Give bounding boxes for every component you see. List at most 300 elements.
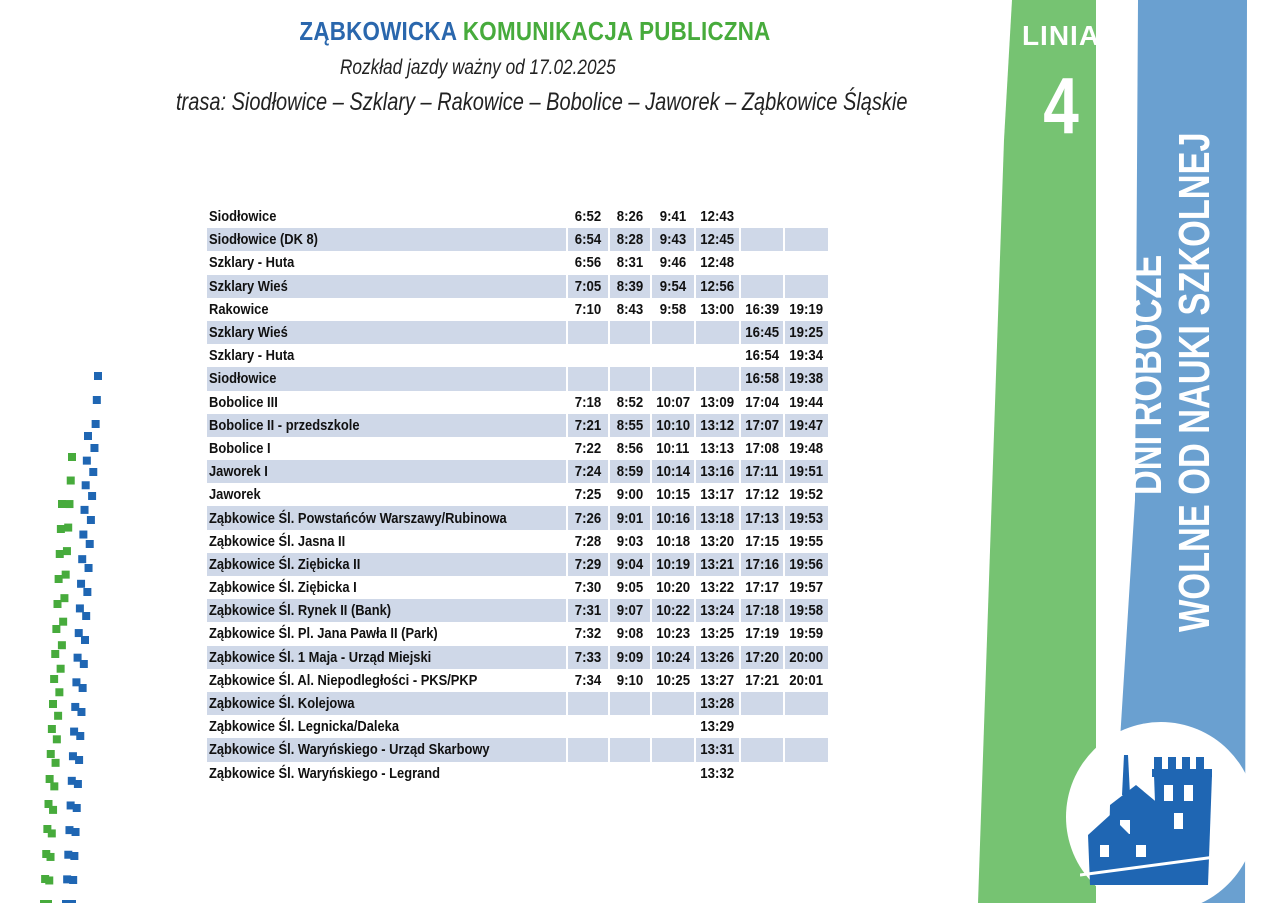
departure-time-cell bbox=[785, 483, 827, 506]
decorative-dot bbox=[63, 875, 71, 883]
departure-time-cell bbox=[785, 576, 827, 599]
decorative-dot bbox=[77, 580, 85, 588]
departure-time: 13:09 bbox=[700, 393, 735, 411]
departure-time-cell bbox=[568, 228, 608, 251]
decorative-dot bbox=[71, 703, 79, 711]
departure-time: 13:13 bbox=[700, 439, 735, 457]
stop-name-cell bbox=[207, 205, 566, 228]
departure-time-cell bbox=[785, 344, 827, 367]
departure-time: 19:19 bbox=[789, 300, 824, 318]
decorative-dot bbox=[67, 801, 75, 809]
decorative-dot bbox=[78, 555, 86, 563]
departure-time-cell bbox=[568, 646, 608, 669]
departure-time: 10:10 bbox=[656, 416, 691, 434]
decorative-dot bbox=[81, 506, 89, 514]
timetable-row bbox=[207, 530, 828, 553]
departure-time-cell bbox=[741, 414, 783, 437]
departure-time-cell bbox=[741, 367, 783, 390]
departure-time-cell bbox=[610, 646, 650, 669]
departure-time-cell bbox=[610, 437, 650, 460]
departure-time-cell bbox=[785, 646, 827, 669]
departure-time-cell bbox=[785, 622, 827, 645]
decorative-dot bbox=[85, 564, 93, 572]
departure-time-cell bbox=[652, 715, 694, 738]
stop-name-cell bbox=[207, 599, 566, 622]
departure-time-cell bbox=[696, 715, 738, 738]
departure-time: 13:24 bbox=[700, 602, 735, 620]
departure-time-cell bbox=[610, 738, 650, 761]
decorative-dot bbox=[64, 851, 72, 859]
departure-time-cell bbox=[741, 622, 783, 645]
stop-name-cell bbox=[207, 553, 566, 576]
service-days-line2: WOLNE OD NAUKI SZKOLNEJ bbox=[1170, 132, 1219, 632]
departure-time-cell bbox=[696, 298, 738, 321]
departure-time: 9:43 bbox=[659, 231, 687, 249]
departure-time: 6:52 bbox=[574, 208, 602, 226]
departure-time-cell bbox=[741, 669, 783, 692]
timetable-row bbox=[207, 622, 828, 645]
timetable-row bbox=[207, 599, 828, 622]
decorative-dot bbox=[58, 500, 66, 508]
stop-name-cell bbox=[207, 715, 566, 738]
departure-time: 9:05 bbox=[616, 579, 644, 597]
departure-time-cell bbox=[696, 669, 738, 692]
departure-time-cell bbox=[785, 762, 827, 785]
departure-time: 8:28 bbox=[616, 231, 644, 249]
departure-time-cell bbox=[610, 715, 650, 738]
departure-time: 12:43 bbox=[700, 208, 735, 226]
line-number: 4 bbox=[1043, 61, 1079, 150]
title-part-blue: ZĄBKOWICKA bbox=[299, 16, 457, 46]
departure-time: 17:08 bbox=[745, 439, 779, 457]
decorative-dot bbox=[69, 752, 77, 760]
departure-time-cell bbox=[696, 251, 738, 274]
decorative-dot bbox=[63, 547, 71, 555]
decorative-dot bbox=[55, 575, 63, 583]
decorative-dot bbox=[79, 531, 87, 539]
page-title bbox=[238, 16, 831, 47]
departure-time-cell bbox=[568, 530, 608, 553]
stop-name-cell bbox=[207, 669, 566, 692]
decorative-dot bbox=[58, 641, 66, 649]
departure-time: 8:52 bbox=[616, 393, 644, 411]
departure-time-cell bbox=[741, 228, 783, 251]
departure-time: 17:04 bbox=[745, 393, 779, 411]
decorative-dot bbox=[86, 540, 94, 548]
validity-date: Rozkład jazdy ważny od 17.02.2025 bbox=[340, 56, 616, 79]
decorative-dot bbox=[52, 625, 60, 633]
departure-time: 7:25 bbox=[574, 486, 602, 504]
departure-time: 13:12 bbox=[700, 416, 735, 434]
departure-time-cell bbox=[785, 228, 827, 251]
departure-time: 17:12 bbox=[745, 486, 779, 504]
departure-time: 17:18 bbox=[745, 602, 779, 620]
decorative-dot bbox=[45, 800, 53, 808]
departure-time-cell bbox=[696, 391, 738, 414]
departure-time-cell bbox=[610, 298, 650, 321]
stop-name-cell bbox=[207, 275, 566, 298]
departure-time: 17:16 bbox=[745, 555, 779, 573]
departure-time-cell bbox=[741, 205, 783, 228]
decorative-dot bbox=[42, 850, 50, 858]
decorative-dot bbox=[62, 571, 70, 579]
departure-time: 10:24 bbox=[656, 648, 691, 666]
departure-time-cell bbox=[741, 460, 783, 483]
stop-name: Siodłowice bbox=[209, 370, 277, 388]
decorative-dot bbox=[59, 618, 67, 626]
departure-time-cell bbox=[652, 692, 694, 715]
departure-time: 7:30 bbox=[574, 579, 602, 597]
departure-time: 17:21 bbox=[745, 671, 779, 689]
departure-time-cell bbox=[696, 646, 738, 669]
departure-time: 16:45 bbox=[745, 324, 779, 342]
stop-name: Ząbkowice Śl. 1 Maja - Urząd Miejski bbox=[209, 648, 432, 666]
departure-time-cell bbox=[785, 669, 827, 692]
stop-name-cell bbox=[207, 506, 566, 529]
departure-time-cell bbox=[696, 321, 738, 344]
departure-time-cell bbox=[741, 646, 783, 669]
departure-time-cell bbox=[610, 576, 650, 599]
timetable-row bbox=[207, 275, 828, 298]
stop-name: Szklary Wieś bbox=[209, 324, 288, 342]
departure-time: 13:21 bbox=[700, 555, 735, 573]
departure-time: 19:25 bbox=[789, 324, 824, 342]
decorative-dot bbox=[65, 826, 73, 834]
departure-time-cell bbox=[652, 344, 694, 367]
departure-time: 17:15 bbox=[745, 532, 779, 550]
service-days-line1: DNI ROBOCZE bbox=[1122, 254, 1171, 495]
departure-time-cell bbox=[568, 391, 608, 414]
departure-time-cell bbox=[652, 460, 694, 483]
stop-name-cell bbox=[207, 391, 566, 414]
timetable-row bbox=[207, 344, 828, 367]
departure-time: 8:59 bbox=[616, 463, 644, 481]
departure-time: 10:07 bbox=[656, 393, 691, 411]
departure-time-cell bbox=[568, 460, 608, 483]
departure-time: 17:13 bbox=[745, 509, 779, 527]
decorative-dot bbox=[56, 550, 64, 558]
departure-time: 19:52 bbox=[789, 486, 824, 504]
departure-time-cell bbox=[696, 367, 738, 390]
departure-time: 13:25 bbox=[700, 625, 735, 643]
stop-name-cell bbox=[207, 576, 566, 599]
departure-time-cell bbox=[568, 437, 608, 460]
timetable-row bbox=[207, 762, 828, 785]
departure-time-cell bbox=[610, 460, 650, 483]
timetable-row bbox=[207, 506, 828, 529]
departure-time: 13:00 bbox=[700, 300, 735, 318]
timetable-row bbox=[207, 414, 828, 437]
departure-time: 19:44 bbox=[789, 393, 824, 411]
departure-time-cell bbox=[785, 460, 827, 483]
stop-name-cell bbox=[207, 437, 566, 460]
departure-time: 7:34 bbox=[574, 671, 602, 689]
timetable bbox=[205, 205, 830, 785]
departure-time-cell bbox=[741, 275, 783, 298]
departure-time-cell bbox=[652, 275, 694, 298]
departure-time: 7:22 bbox=[574, 439, 602, 457]
departure-time: 9:07 bbox=[616, 602, 644, 620]
departure-time: 13:26 bbox=[700, 648, 735, 666]
departure-time: 7:28 bbox=[574, 532, 602, 550]
stop-name: Ząbkowice Śl. Kolejowa bbox=[209, 695, 355, 713]
departure-time-cell bbox=[741, 391, 783, 414]
stop-name: Ząbkowice Śl. Waryńskiego - Urząd Skarbowy bbox=[209, 741, 490, 759]
stop-name-cell bbox=[207, 228, 566, 251]
departure-time-cell bbox=[696, 576, 738, 599]
departure-time: 13:29 bbox=[700, 718, 735, 736]
line-label: LINIA bbox=[1021, 20, 1101, 51]
decorative-dot bbox=[68, 777, 76, 785]
decorative-dot bbox=[51, 650, 59, 658]
departure-time: 9:58 bbox=[659, 300, 687, 318]
departure-time: 13:22 bbox=[700, 579, 735, 597]
departure-time: 7:33 bbox=[574, 648, 602, 666]
departure-time-cell bbox=[610, 205, 650, 228]
stop-name: Ząbkowice Śl. Pl. Jana Pawła II (Park) bbox=[209, 625, 438, 643]
timetable-row bbox=[207, 367, 828, 390]
departure-time-cell bbox=[568, 762, 608, 785]
departure-time-cell bbox=[785, 367, 827, 390]
stop-name-cell bbox=[207, 460, 566, 483]
stop-name-cell bbox=[207, 321, 566, 344]
decorative-dot bbox=[50, 675, 58, 683]
stop-name: Ząbkowice Śl. Legnicka/Daleka bbox=[209, 718, 400, 736]
stop-name-cell bbox=[207, 692, 566, 715]
timetable-row bbox=[207, 692, 828, 715]
departure-time-cell bbox=[785, 599, 827, 622]
decorative-dot bbox=[94, 372, 102, 380]
timetable-row bbox=[207, 391, 828, 414]
decorative-dot bbox=[83, 588, 91, 596]
departure-time: 7:26 bbox=[574, 509, 602, 527]
departure-time: 7:32 bbox=[574, 625, 602, 643]
decorative-dot bbox=[76, 604, 84, 612]
departure-time: 9:46 bbox=[659, 254, 687, 272]
departure-time-cell bbox=[741, 506, 783, 529]
departure-time-cell bbox=[652, 298, 694, 321]
departure-time: 20:00 bbox=[789, 648, 824, 666]
departure-time: 16:39 bbox=[745, 300, 779, 318]
departure-time-cell bbox=[785, 275, 827, 298]
departure-time: 13:17 bbox=[700, 486, 735, 504]
stop-name: Szklary - Huta bbox=[209, 347, 295, 365]
stop-name-cell bbox=[207, 483, 566, 506]
decorative-dot bbox=[57, 665, 65, 673]
decorative-dot bbox=[60, 594, 68, 602]
departure-time: 10:25 bbox=[656, 671, 691, 689]
departure-time-cell bbox=[568, 414, 608, 437]
departure-time: 8:56 bbox=[616, 439, 644, 457]
departure-time: 20:01 bbox=[789, 671, 824, 689]
departure-time-cell bbox=[785, 205, 827, 228]
departure-time: 9:04 bbox=[616, 555, 644, 573]
departure-time-cell bbox=[652, 483, 694, 506]
departure-time: 7:21 bbox=[574, 416, 602, 434]
departure-time: 13:28 bbox=[700, 695, 735, 713]
decorative-dot bbox=[82, 481, 90, 489]
departure-time: 9:09 bbox=[616, 648, 644, 666]
departure-time-cell bbox=[568, 367, 608, 390]
decorative-dot bbox=[83, 457, 91, 465]
departure-time-cell bbox=[741, 437, 783, 460]
departure-time-cell bbox=[568, 298, 608, 321]
departure-time: 13:32 bbox=[700, 764, 735, 782]
departure-time-cell bbox=[696, 599, 738, 622]
departure-time-cell bbox=[610, 228, 650, 251]
decorative-dot bbox=[88, 492, 96, 500]
departure-time-cell bbox=[741, 762, 783, 785]
departure-time-cell bbox=[610, 367, 650, 390]
stop-name: Szklary Wieś bbox=[209, 277, 288, 295]
departure-time: 7:18 bbox=[574, 393, 602, 411]
stop-name-cell bbox=[207, 762, 566, 785]
decorative-dot bbox=[70, 728, 78, 736]
departure-time: 19:57 bbox=[789, 579, 824, 597]
timetable-row bbox=[207, 460, 828, 483]
departure-time: 19:53 bbox=[789, 509, 824, 527]
departure-time-cell bbox=[696, 738, 738, 761]
departure-time: 9:03 bbox=[616, 532, 644, 550]
departure-time: 12:48 bbox=[700, 254, 735, 272]
timetable-row bbox=[207, 738, 828, 761]
stop-name: Jaworek bbox=[209, 486, 261, 504]
departure-time: 13:31 bbox=[700, 741, 735, 759]
departure-time: 10:19 bbox=[656, 555, 691, 573]
departure-time-cell bbox=[741, 530, 783, 553]
timetable-row bbox=[207, 715, 828, 738]
departure-time-cell bbox=[785, 391, 827, 414]
departure-time-cell bbox=[568, 205, 608, 228]
departure-time: 10:15 bbox=[656, 486, 691, 504]
departure-time: 17:07 bbox=[745, 416, 779, 434]
departure-time-cell bbox=[610, 506, 650, 529]
departure-time: 17:19 bbox=[745, 625, 779, 643]
departure-time-cell bbox=[568, 692, 608, 715]
departure-time: 10:20 bbox=[656, 579, 691, 597]
departure-time-cell bbox=[652, 622, 694, 645]
stop-name: Ząbkowice Śl. Ziębicka II bbox=[209, 555, 361, 573]
route-description: trasa: Siodłowice – Szklary – Rakowice – Bobolice – Jaworek – Ząbkowice Śląskie bbox=[176, 88, 908, 116]
departure-time-cell bbox=[568, 715, 608, 738]
departure-time: 10:22 bbox=[656, 602, 691, 620]
decorative-dot bbox=[92, 420, 100, 428]
timetable-row bbox=[207, 553, 828, 576]
departure-time-cell bbox=[610, 483, 650, 506]
title-part-green: KOMUNIKACJA PUBLICZNA bbox=[462, 16, 771, 46]
departure-time-cell bbox=[610, 530, 650, 553]
decorative-dot bbox=[43, 825, 51, 833]
departure-time: 12:45 bbox=[700, 231, 735, 249]
departure-time-cell bbox=[696, 622, 738, 645]
decorative-dot bbox=[41, 875, 49, 883]
departure-time-cell bbox=[696, 483, 738, 506]
departure-time-cell bbox=[785, 530, 827, 553]
departure-time-cell bbox=[568, 506, 608, 529]
stop-name-cell bbox=[207, 344, 566, 367]
departure-time-cell bbox=[568, 599, 608, 622]
departure-time: 16:58 bbox=[745, 370, 779, 388]
decorative-dot bbox=[54, 712, 62, 720]
departure-time-cell bbox=[696, 460, 738, 483]
stop-name-cell bbox=[207, 738, 566, 761]
departure-time-cell bbox=[652, 228, 694, 251]
town-hall-tower-logo-icon bbox=[1080, 735, 1240, 895]
decorative-dot bbox=[82, 612, 90, 620]
departure-time-cell bbox=[568, 622, 608, 645]
decorative-dot bbox=[57, 525, 65, 533]
departure-time: 19:34 bbox=[789, 347, 824, 365]
stop-name: Jaworek I bbox=[209, 463, 268, 481]
departure-time-cell bbox=[568, 483, 608, 506]
departure-time-cell bbox=[610, 344, 650, 367]
decorative-dot bbox=[65, 500, 73, 508]
departure-time-cell bbox=[785, 321, 827, 344]
departure-time: 10:14 bbox=[656, 463, 691, 481]
departure-time-cell bbox=[741, 321, 783, 344]
departure-time-cell bbox=[568, 321, 608, 344]
decorative-dot bbox=[75, 629, 83, 637]
departure-time-cell bbox=[652, 391, 694, 414]
timetable-row bbox=[207, 205, 828, 228]
departure-time-cell bbox=[652, 530, 694, 553]
stop-name: Ząbkowice Śl. Powstańców Warszawy/Rubinowa bbox=[209, 509, 507, 527]
decorative-dot bbox=[87, 516, 95, 524]
decorative-dot bbox=[93, 396, 101, 404]
departure-time: 19:56 bbox=[789, 555, 824, 573]
departure-time: 6:56 bbox=[574, 254, 602, 272]
decorative-dot bbox=[55, 688, 63, 696]
departure-time-cell bbox=[652, 646, 694, 669]
departure-time-cell bbox=[741, 576, 783, 599]
departure-time-cell bbox=[652, 738, 694, 761]
departure-time-cell bbox=[568, 576, 608, 599]
departure-time: 6:54 bbox=[574, 231, 602, 249]
departure-time: 9:54 bbox=[659, 277, 687, 295]
timetable-row bbox=[207, 228, 828, 251]
departure-time: 10:11 bbox=[656, 439, 690, 457]
departure-time: 19:55 bbox=[789, 532, 824, 550]
departure-time-cell bbox=[741, 298, 783, 321]
departure-time-cell bbox=[568, 669, 608, 692]
departure-time-cell bbox=[785, 437, 827, 460]
timetable-row bbox=[207, 298, 828, 321]
stop-name-cell bbox=[207, 646, 566, 669]
departure-time-cell bbox=[785, 715, 827, 738]
timetable-row bbox=[207, 646, 828, 669]
departure-time-cell bbox=[610, 321, 650, 344]
departure-time-cell bbox=[652, 762, 694, 785]
stop-name-cell bbox=[207, 367, 566, 390]
departure-time-cell bbox=[652, 553, 694, 576]
stop-name: Siodłowice (DK 8) bbox=[209, 231, 318, 249]
decorative-dot bbox=[48, 725, 56, 733]
departure-time-cell bbox=[741, 344, 783, 367]
stop-name: Ząbkowice Śl. Al. Niepodległości - PKS/PKP bbox=[209, 671, 478, 689]
departure-time-cell bbox=[652, 437, 694, 460]
departure-time-cell bbox=[696, 530, 738, 553]
stop-name-cell bbox=[207, 298, 566, 321]
departure-time: 10:16 bbox=[656, 509, 691, 527]
departure-time-cell bbox=[785, 692, 827, 715]
departure-time-cell bbox=[568, 275, 608, 298]
stop-name: Szklary - Huta bbox=[209, 254, 295, 272]
departure-time-cell bbox=[652, 367, 694, 390]
departure-time: 13:20 bbox=[700, 532, 735, 550]
decorative-dot bbox=[84, 432, 92, 440]
departure-time: 12:56 bbox=[700, 277, 735, 295]
timetable-row bbox=[207, 251, 828, 274]
